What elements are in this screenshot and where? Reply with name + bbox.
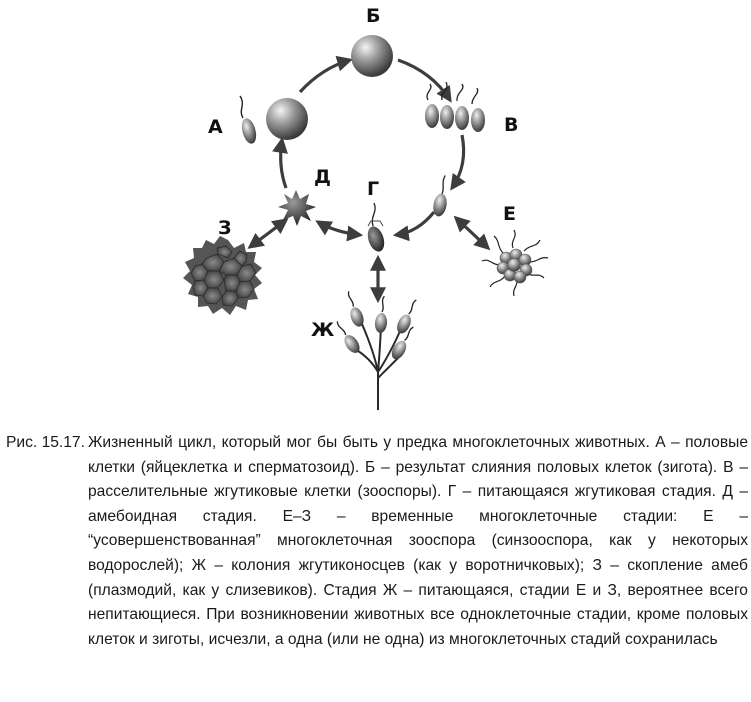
- zygote: [351, 35, 393, 77]
- figure-caption: [6, 431, 748, 652]
- label-a: А: [208, 116, 223, 138]
- arrow-d-to-a: [281, 140, 286, 188]
- label-z: З: [218, 217, 232, 239]
- egg-cell: [266, 98, 308, 140]
- zoospores: [425, 82, 485, 132]
- caption-text: Жизненный цикл, который мог бы быть у предка многоклеточных животных. А – половые клетки (яйцеклетка и сперматозоид). Б – результат слияния половых клеток (зигота). В – расселительные жгутиковые клетки (зооспоры). Г – питающаяся жгутиковая стадия. Д – амебоидная стадия. Е–З – временные многоклеточные стадии: Е – “усовершенствованная” многоклеточная зооспора (синзооспора, как у некоторых водорослей); Ж – колония жгутиконосцев (как у воротничковых); З – скопление амеб (плазмодий, как у слизевиков). Стадия Ж – питающаяся, стадии Е и З, вероятнее всего непитающиеся. При возникновении животных все одноклеточные стадии, кроме половых клеток и зиготы, исчезли, а одна (или не одна) из многоклеточных стадий сохранилась: [88, 434, 748, 648]
- label-b: Б: [366, 5, 381, 27]
- sperm-cell: [239, 96, 258, 145]
- label-zh: Ж: [311, 319, 335, 341]
- label-d: Д: [314, 166, 331, 188]
- arrow-g-d-double: [318, 222, 360, 235]
- feeding-flagellate: [365, 203, 387, 254]
- label-v: В: [504, 114, 519, 136]
- colony: [332, 290, 421, 410]
- label-g: Г: [367, 178, 380, 200]
- caption-label: Рис. 15.17.: [6, 434, 85, 451]
- synzoospore: [482, 230, 548, 296]
- plasmodium: [183, 236, 262, 315]
- arrow-e-double: [456, 218, 488, 248]
- arrow-e-cell-to-g: [396, 212, 434, 235]
- label-e: Е: [503, 203, 516, 225]
- arrow-d-z-double: [250, 220, 286, 247]
- arrow-v-to-g-cycle: [452, 135, 464, 188]
- arrow-a-to-b: [300, 60, 350, 92]
- flagellate-cell: [432, 174, 452, 217]
